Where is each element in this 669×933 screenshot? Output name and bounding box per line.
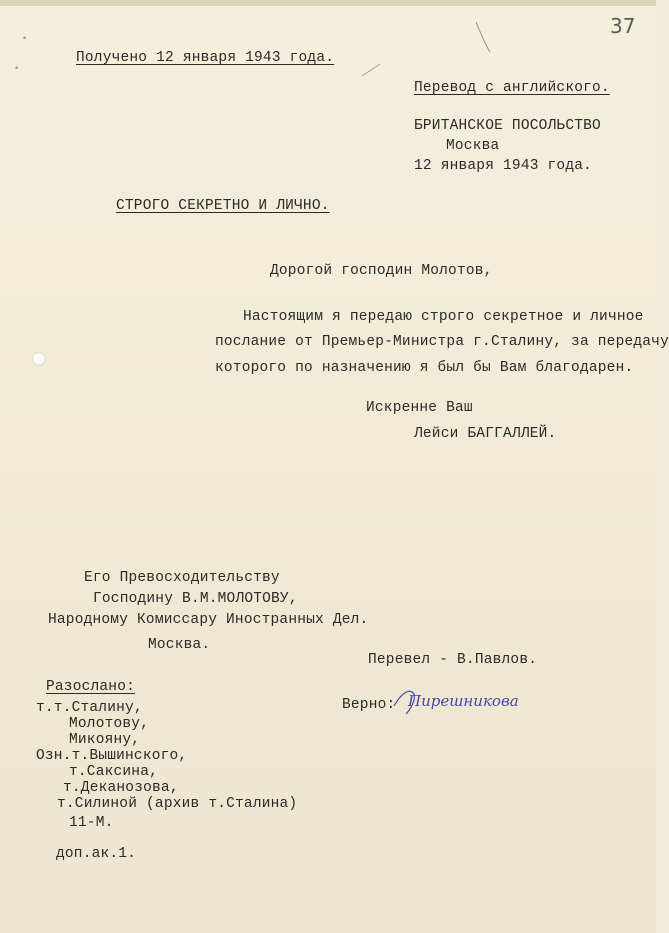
distribution-line: т.Силиной (архив т.Сталина) <box>57 796 298 812</box>
distribution-line: т.т.Сталину, <box>36 700 143 716</box>
body-line: которого по назначению я был бы Вам благодарен. <box>215 360 634 376</box>
translator-note: Перевел - В.Павлов. <box>368 652 538 668</box>
embassy-city: Москва <box>446 138 500 154</box>
pencil-mark <box>470 20 500 54</box>
addressee-line: Господину В.М.МОЛОТОВУ, <box>93 591 298 607</box>
punch-hole <box>32 352 46 366</box>
addressee-line: Москва. <box>148 637 211 653</box>
closing: Искренне Ваш <box>366 400 473 416</box>
page-edge <box>0 0 656 6</box>
distribution-line: 11-М. <box>69 815 114 831</box>
verified-signature <box>392 684 519 720</box>
distribution-title: Разослано: <box>46 679 136 695</box>
addressee-line: Его Превосходительству <box>84 570 280 586</box>
distribution-line: т.Деканозова, <box>63 780 179 796</box>
footer-note: доп.ак.1. <box>56 846 137 862</box>
verified-label: Верно: <box>342 697 396 713</box>
signer-name: Лейси БАГГАЛЛЕЙ. <box>414 426 557 442</box>
distribution-line: Микояну, <box>69 732 141 748</box>
svg-text:Пирешникова: Пирешникова <box>408 692 519 710</box>
distribution-line: Озн.т.Вышинского, <box>36 748 188 764</box>
classification: СТРОГО СЕКРЕТНО И ЛИЧНО. <box>116 198 330 214</box>
margin-mark: • <box>22 34 28 44</box>
pencil-mark <box>360 60 390 80</box>
salutation: Дорогой господин Молотов, <box>270 263 493 279</box>
distribution-line: Молотову, <box>69 716 150 732</box>
page-number: 37 <box>610 14 636 38</box>
letter-date: 12 января 1943 года. <box>414 158 593 174</box>
addressee-line: Народному Комиссару Иностранных Дел. <box>48 612 369 628</box>
body-line: Настоящим я передаю строго секретное и личное <box>243 309 644 325</box>
received-stamp: Получено 12 января 1943 года. <box>76 50 335 66</box>
margin-mark: • <box>14 64 20 74</box>
distribution-line: т.Саксина, <box>69 764 159 780</box>
embassy-name: БРИТАНСКОЕ ПОСОЛЬСТВО <box>414 118 601 134</box>
body-line: послание от Премьер-Министра г.Сталину, за передачу <box>215 334 669 350</box>
translation-note: Перевод с английского. <box>414 80 610 96</box>
